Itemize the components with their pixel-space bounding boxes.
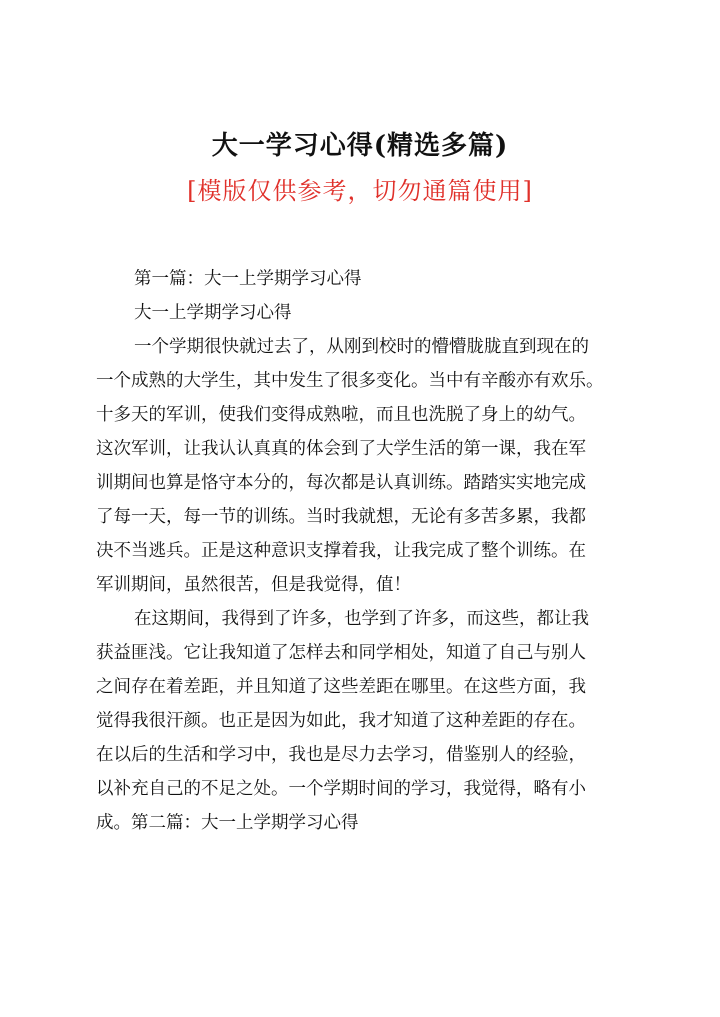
paragraph-line: 这次军训，让我认认真真的体会到了大学生活的第一课，我在军 (96, 439, 586, 459)
document-subtitle: [模版仅供参考，切勿通篇使用] (187, 177, 533, 205)
paragraph-line: 在这期间，我得到了许多，也学到了许多，而这些，都让我 (134, 609, 589, 629)
document-title: 大一学习心得(精选多篇) (211, 131, 509, 161)
paragraph-line: 训期间也算是恪守本分的，每次都是认真训练。踏踏实实地完成 (96, 473, 586, 493)
paragraph-line: 了每一天，每一节的训练。当时我就想，无论有多苦多累，我都 (96, 507, 586, 527)
paragraph-line: 在以后的生活和学习中，我也是尽力去学习，借鉴别人的经验， (96, 745, 586, 765)
paragraph-line: 一个成熟的大学生，其中发生了很多变化。当中有辛酸亦有欢乐。 (96, 371, 604, 391)
paragraph-line: 决不当逃兵。正是这种意识支撑着我，让我完成了整个训练。在 (96, 541, 586, 561)
paragraph-line: 成。第二篇：大一上学期学习心得 (96, 813, 359, 833)
paragraph-line: 军训期间，虽然很苦，但是我觉得，值！ (96, 575, 411, 595)
document-body (96, 262, 634, 840)
paragraph-line: 一个学期很快就过去了，从刚到校时的懵懵胧胧直到现在的 (134, 337, 589, 357)
paragraph-line: 获益匪浅。它让我知道了怎样去和同学相处，知道了自己与别人 (96, 643, 586, 663)
paragraph-line: 以补充自己的不足之处。一个学期时间的学习，我觉得，略有小 (96, 779, 586, 799)
paragraph-line: 觉得我很汗颜。也正是因为如此，我才知道了这种差距的存在。 (96, 711, 586, 731)
section-heading: 第一篇：大一上学期学习心得 (134, 269, 362, 289)
subsection-heading: 大一上学期学习心得 (134, 303, 292, 323)
paragraph-line: 之间存在着差距，并且知道了这些差距在哪里。在这些方面，我 (96, 677, 586, 697)
paragraph-line: 十多天的军训，使我们变得成熟啦，而且也洗脱了身上的幼气。 (96, 405, 586, 425)
